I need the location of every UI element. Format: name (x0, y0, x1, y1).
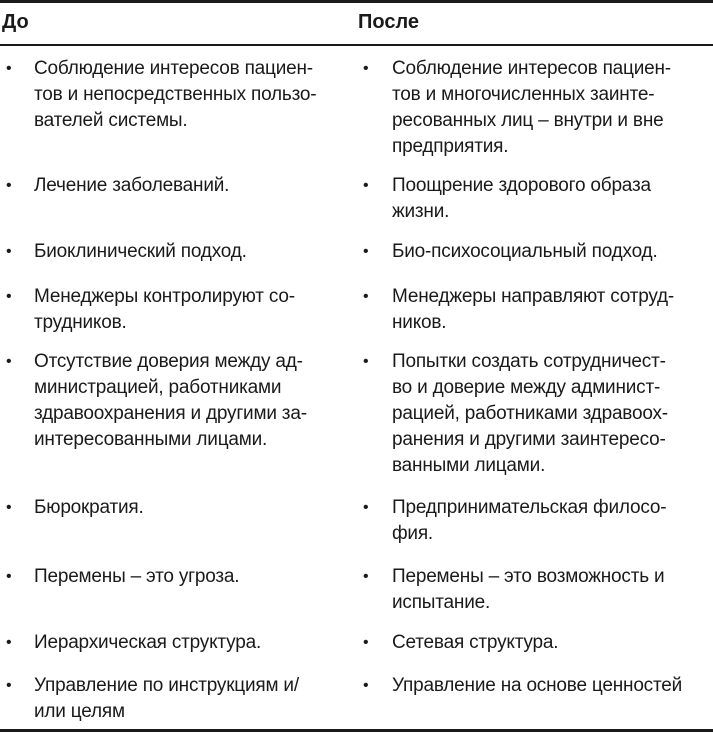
bullet: • (6, 243, 12, 260)
bullet: • (6, 634, 12, 651)
cell-after: Сетевая структура. (392, 632, 559, 653)
bullet: • (6, 568, 12, 585)
bullet: • (6, 353, 12, 370)
bullet: • (363, 568, 369, 585)
header-after: После (358, 11, 420, 33)
bullet: • (363, 499, 369, 516)
cell-before: Перемены – это угроза. (34, 566, 240, 587)
cell-before: Иерархическая структура. (34, 632, 262, 653)
cell-before: Отсутствие доверия между ад- министрацией, работниками здравоохранения и другими за- интересованными лицами. (34, 351, 307, 450)
bullet: • (6, 177, 12, 194)
bullet: • (363, 677, 369, 694)
cell-after: Поощрение здорового образа жизни. (392, 175, 651, 222)
top-rule (0, 0, 713, 3)
bullet: • (6, 499, 12, 516)
cell-after: Попытки создать сотрудничест- во и доверие между админист- рацией, работниками здравоох- ранения и другими заинтересо- ванными лицами. (392, 351, 668, 476)
bullet: • (363, 60, 369, 77)
cell-before: Лечение заболеваний. (34, 175, 230, 196)
cell-after: Предпринимательская филосо- фия. (392, 497, 667, 544)
bullet: • (6, 288, 12, 305)
cell-after: Био-психосоциальный подход. (392, 241, 658, 262)
bullet: • (363, 177, 369, 194)
cell-before: Менеджеры контролируют со- трудников. (34, 286, 295, 333)
bullet: • (363, 634, 369, 651)
cell-before: Бюрократия. (34, 497, 144, 518)
cell-after: Менеджеры направляют сотруд- ников. (392, 286, 675, 333)
cell-after: Соблюдение интересов пациен- тов и многочисленных заинте- ресованных лиц – внутри и вне предприятия. (392, 58, 671, 157)
header-rule (0, 44, 713, 46)
header-before: До (2, 11, 29, 33)
bullet: • (363, 243, 369, 260)
cell-before: Соблюдение интересов пациен- тов и непосредственных пользо- вателей системы. (34, 58, 317, 131)
cell-before: Биоклинический подход. (34, 241, 247, 262)
bullet: • (6, 60, 12, 77)
cell-before: Управление по инструкциям и/ или целям (34, 675, 299, 722)
bullet: • (6, 677, 12, 694)
bottom-rule (0, 729, 713, 732)
bullet: • (363, 353, 369, 370)
bullet: • (363, 288, 369, 305)
cell-after: Управление на основе ценностей (392, 675, 683, 696)
cell-after: Перемены – это возможность и испытание. (392, 566, 665, 613)
